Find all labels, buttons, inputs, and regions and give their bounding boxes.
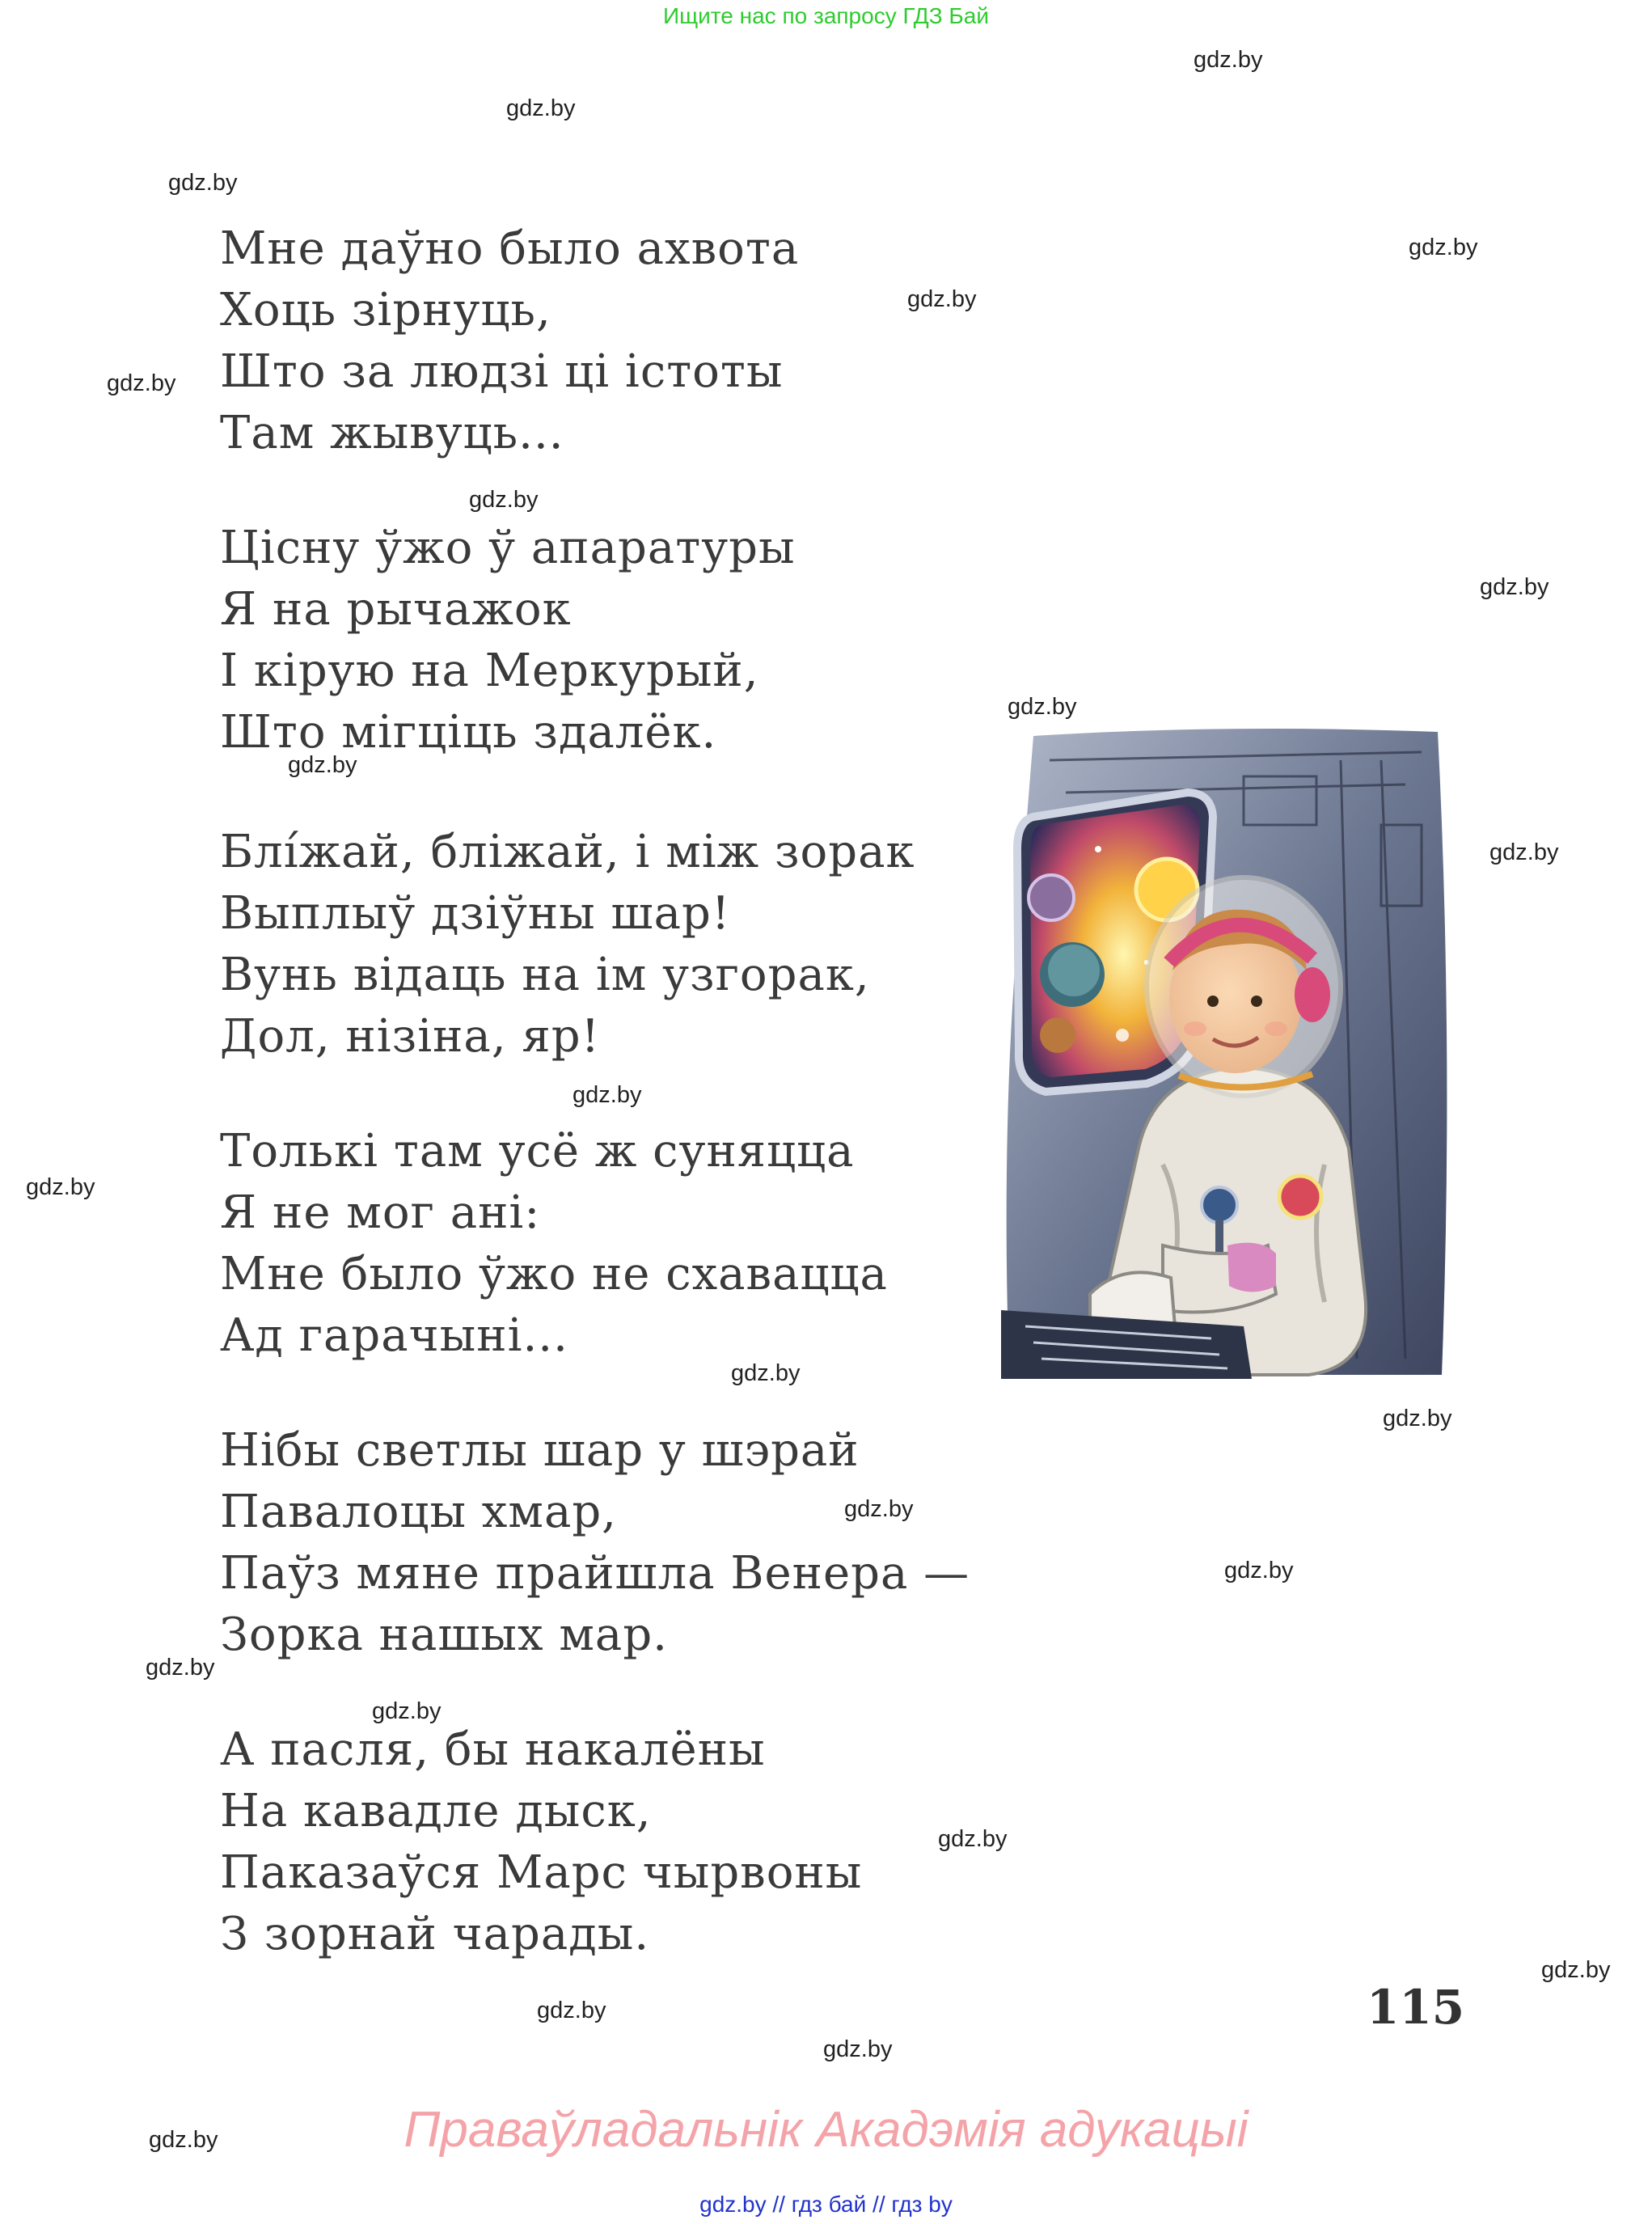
poem-line: Толькі там усё ж суняцца xyxy=(220,1125,855,1178)
watermark: gdz.by xyxy=(1224,1558,1294,1583)
poem-line: Дол, нізіна, яр! xyxy=(220,1010,601,1063)
top-search-banner: Ищите нас по запросу ГДЗ Бай xyxy=(662,3,990,28)
stanza xyxy=(220,822,970,1068)
child-astronaut-illustration xyxy=(1001,728,1454,1379)
watermark: gdz.by xyxy=(149,2127,218,2153)
poem-line: Паўз мяне прайшла Венера — xyxy=(220,1547,970,1600)
watermark: gdz.by xyxy=(506,95,576,121)
watermark: gdz.by xyxy=(1480,574,1549,600)
footer-links[interactable]: gdz.by // гдз бай // гдз by xyxy=(699,2192,953,2217)
watermark: gdz.by xyxy=(288,752,357,778)
watermark: gdz.by xyxy=(1194,47,1263,73)
poem-line: Блі́жай, бліжай, і між зорак xyxy=(220,826,915,878)
poem-line: На кавадле дыск, xyxy=(220,1785,652,1837)
poem-line: Я не мог ані: xyxy=(220,1186,541,1239)
stanza xyxy=(220,1121,970,1367)
watermark: gdz.by xyxy=(26,1174,95,1200)
stanza xyxy=(220,1420,970,1666)
watermark: gdz.by xyxy=(731,1360,801,1386)
watermark: gdz.by xyxy=(1008,694,1077,720)
watermark: gdz.by xyxy=(823,2036,893,2062)
poem-line: Вунь відаць на ім узгорак, xyxy=(220,949,870,1001)
watermark: gdz.by xyxy=(469,487,539,513)
watermark: gdz.by xyxy=(146,1655,215,1681)
copyright-holder: Праваўладальнік Акадэмія адукацыі xyxy=(403,2102,1249,2158)
poem-line: Што за людзі ці істоты xyxy=(220,345,784,398)
poem-line: Што мігціць здалёк. xyxy=(220,706,717,759)
watermark: gdz.by xyxy=(1409,235,1478,260)
stanza xyxy=(220,218,970,464)
watermark: gdz.by xyxy=(907,286,977,312)
watermark: gdz.by xyxy=(107,370,176,396)
poem-line: І кірую на Меркурый, xyxy=(220,645,759,697)
stanza xyxy=(220,518,970,763)
poem-line: Мне даўно было ахвота xyxy=(220,222,800,275)
poem-line: Ад гарачыні... xyxy=(220,1309,568,1362)
poem-line: Зорка нашых мар. xyxy=(220,1609,668,1661)
poem xyxy=(220,218,970,2019)
poem-line: З зорнай чарады. xyxy=(220,1908,650,1960)
watermark: gdz.by xyxy=(168,170,238,196)
poem-line: А пасля, бы накалёны xyxy=(220,1723,766,1776)
watermark: gdz.by xyxy=(1489,839,1559,865)
page-number: 115 xyxy=(1367,1980,1465,2035)
poem-line: Паказаўся Марс чырвоны xyxy=(220,1846,863,1899)
poem-line: Павалоцы хмар, xyxy=(220,1486,617,1538)
stanza xyxy=(220,1719,970,1965)
watermark: gdz.by xyxy=(938,1826,1008,1852)
watermark: gdz.by xyxy=(1383,1406,1452,1431)
watermark: gdz.by xyxy=(844,1496,914,1522)
watermark: gdz.by xyxy=(537,1998,606,2023)
poem-line: Цісну ўжо ў апаратуры xyxy=(220,522,796,574)
poem-line: Мне было ўжо не схавацца xyxy=(220,1248,888,1300)
watermark: gdz.by xyxy=(572,1082,642,1108)
poem-line: Нібы светлы шар у шэрай xyxy=(220,1424,860,1477)
poem-line: Выплыў дзіўны шар! xyxy=(220,887,731,940)
poem-line: Я на рычажок xyxy=(220,583,572,636)
watermark: gdz.by xyxy=(372,1698,442,1724)
poem-line: Там жывуць... xyxy=(220,407,564,459)
watermark: gdz.by xyxy=(1541,1957,1611,1983)
poem-line: Хоць зірнуць, xyxy=(220,284,551,336)
